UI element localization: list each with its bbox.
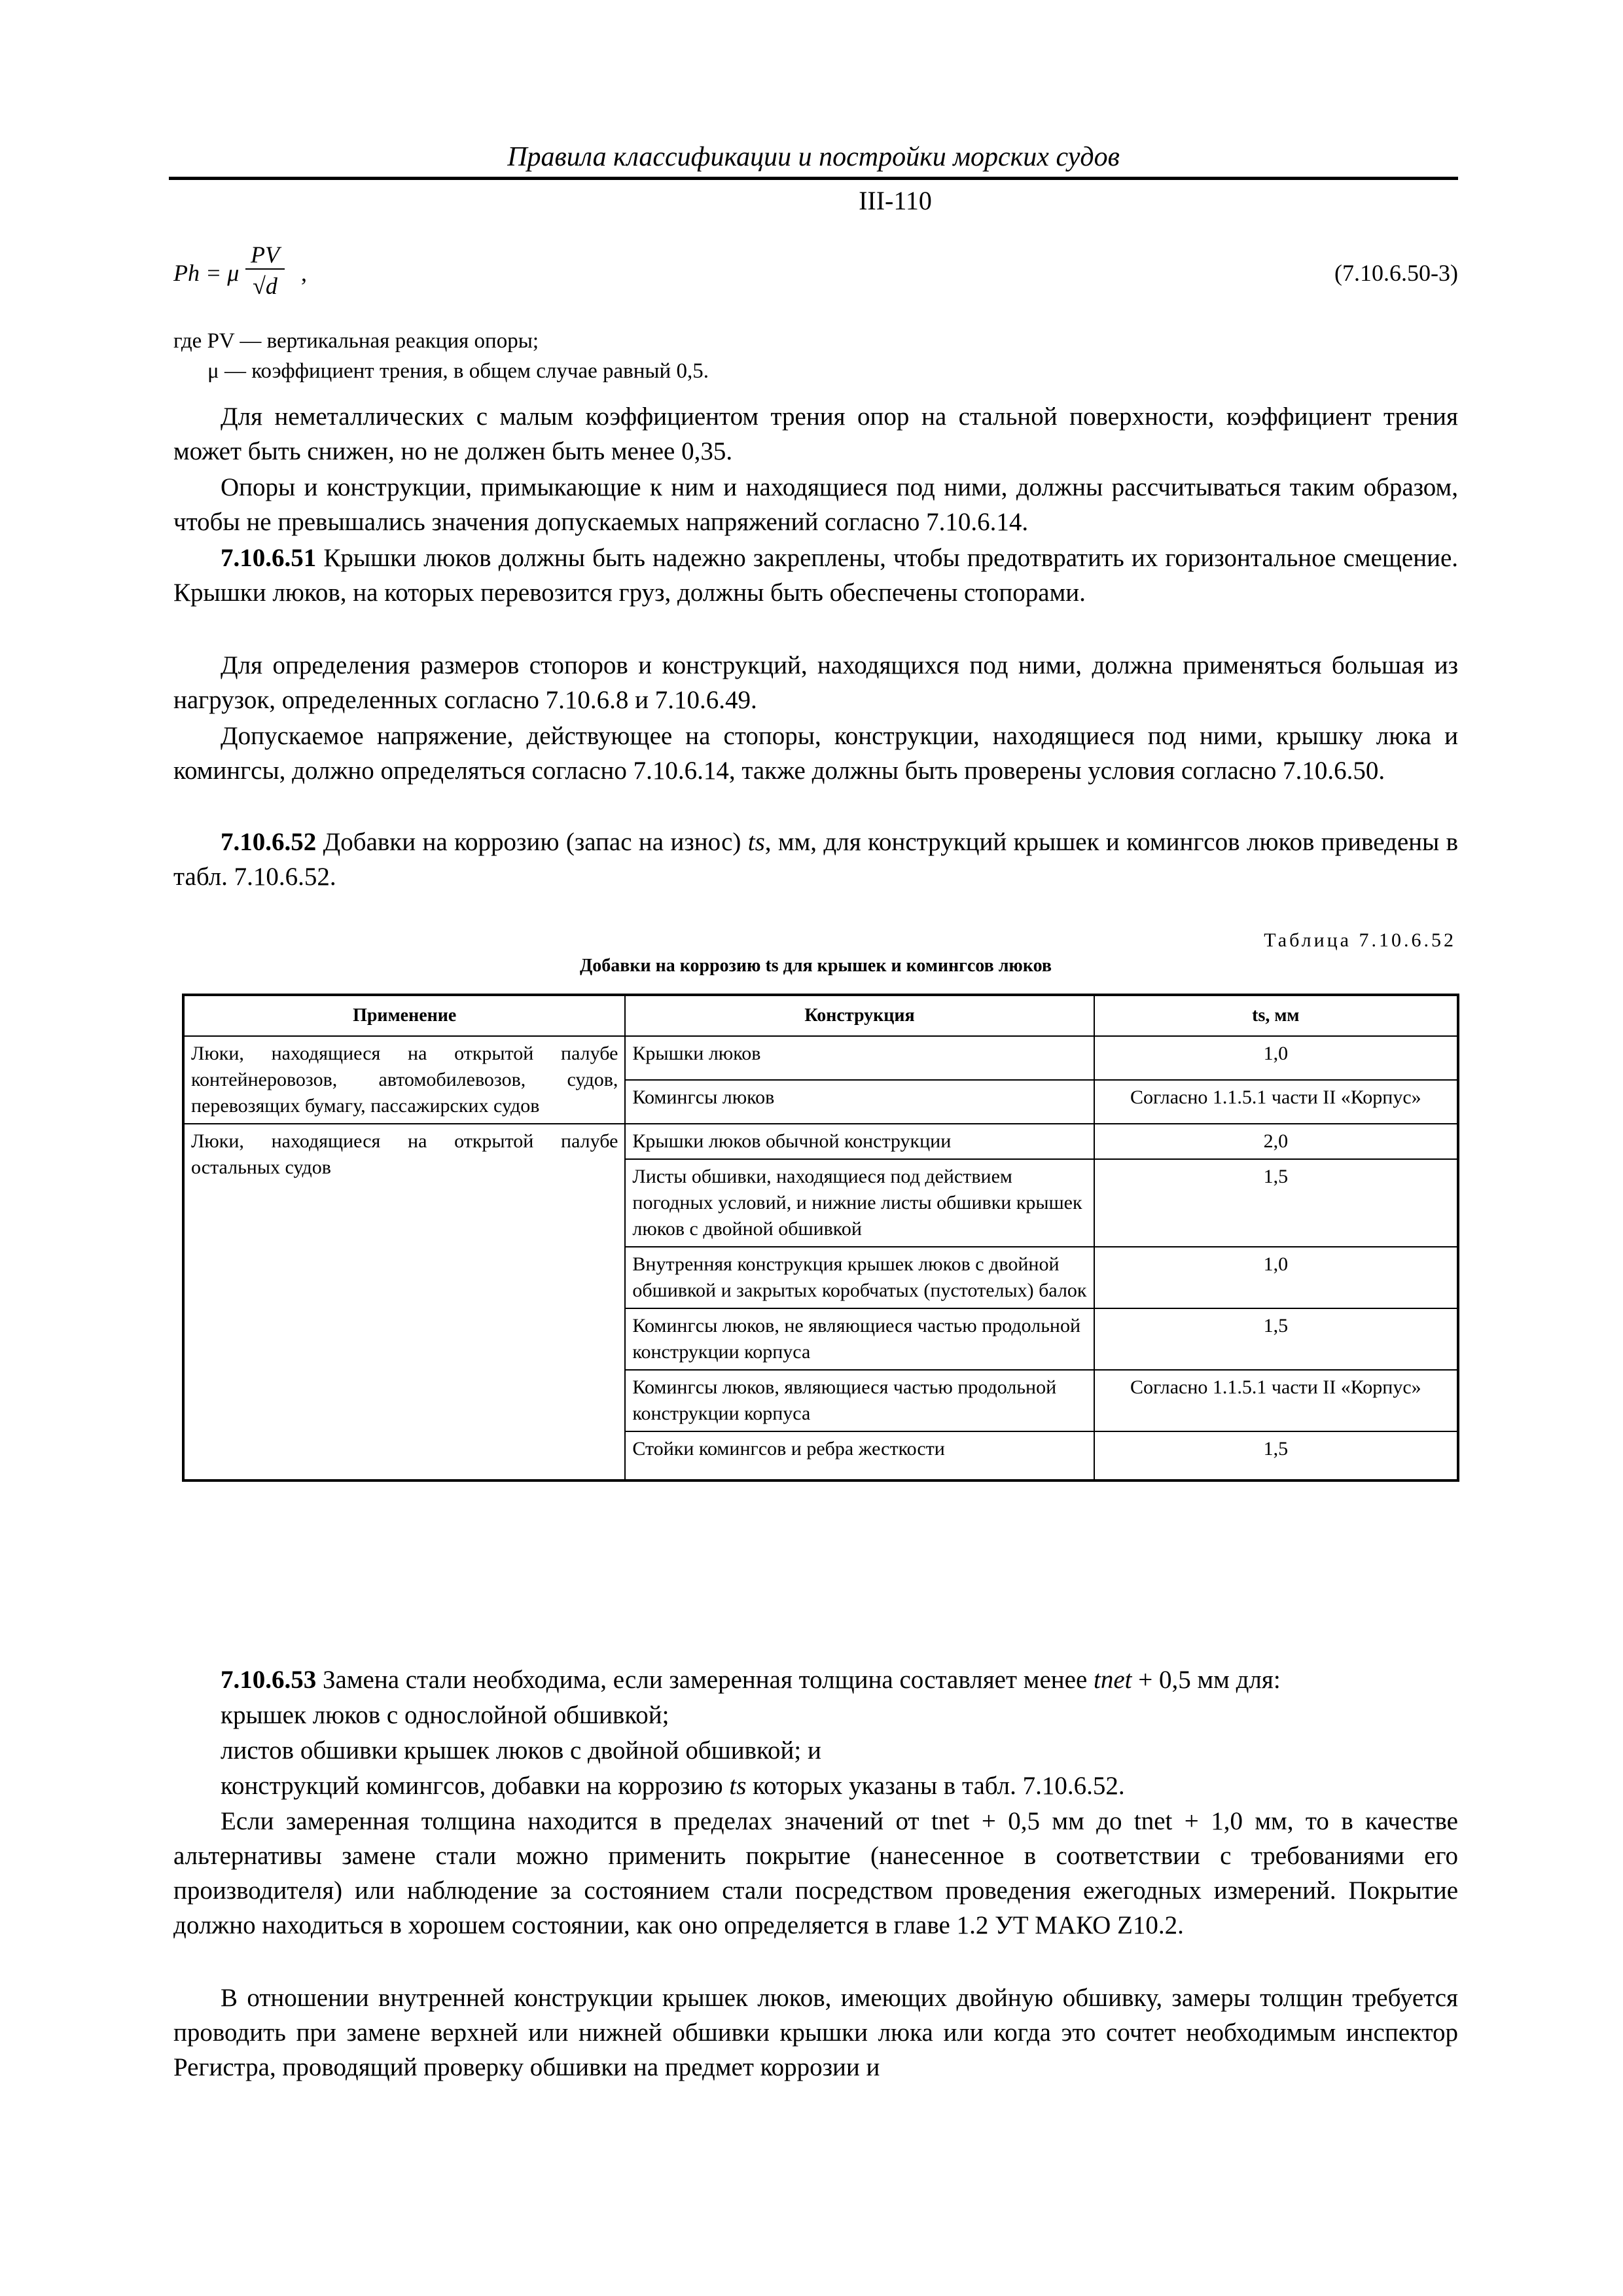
formula-legend [173,326,709,386]
construction-cell: Листы обшивки, находящиеся под действием погодных условий, и нижние листы обшивки крышек люков с двойной обшивкой [625,1159,1094,1247]
paragraph-coating-alternative: Если замеренная толщина находится в пределах значений от tnet + 0,5 мм до tnet + 1,0 мм, то в качестве альтернативы замене стали можно применить покрытие (нанесенное в соответствии с требованиями его производителя) или наблюдение за состоянием стали посредством проведения ежегодных измерений. Покрытие должно находиться в хорошем состоянии, как оно определяется в главе 1.2 УТ МАКО Z10.2. [173,1807,1458,1939]
table-label: Таблица 7.10.6.52 [1264,929,1456,951]
clause-text-a: Замена стали необходима, если замеренная толщина составляет менее [323,1666,1094,1694]
formula-comma: , [301,260,307,286]
application-cell: Люки, находящиеся на открытой палубе контейнеровозов, автомобилевозов, судов, перевозящих бумагу, пассажирских судов [183,1036,625,1124]
construction-cell: Комингсы люков [625,1080,1094,1124]
application-cell: Люки, находящиеся на открытой палубе остальных судов [183,1124,625,1480]
header-construction: Конструкция [625,995,1094,1036]
value-cell: 1,0 [1094,1247,1458,1308]
formula-fraction [245,241,285,300]
formula-numerator: PV [245,241,285,270]
construction-cell: Крышки люков [625,1036,1094,1080]
header-ts: ts, мм [1094,995,1458,1036]
table-row [183,1036,1458,1080]
value-cell: 1,5 [1094,1431,1458,1480]
value-cell: Согласно 1.1.5.1 части II «Корпус» [1094,1080,1458,1124]
list-item-text-a: конструкций комингсов, добавки на коррозию [221,1772,730,1800]
clause-text-b: + 0,5 мм для: [1132,1666,1281,1694]
paragraph-supports: Опоры и конструкции, примыкающие к ним и находящиеся под ними, должны рассчитываться таким образом, чтобы не превышались значения допускаемых напряжений согласно 7.10.6.14. [173,473,1458,536]
paragraph-7-10-6-52 [173,825,1458,894]
construction-cell: Крышки люков обычной конструкции [625,1124,1094,1159]
construction-cell: Комингсы люков, являющиеся частью продольной конструкции корпуса [625,1370,1094,1431]
clause-text-b: , мм, для конструкций крышек и комингсов люков приведены в табл. 7.10.6.52. [173,828,1459,891]
table-header-row [183,995,1458,1036]
corrosion-allowance-table [182,994,1459,1482]
construction-cell: Внутренняя конструкция крышек люков с двойной обшивкой и закрытых коробчатых (пустотелых) балок [625,1247,1094,1308]
clause-number: 7.10.6.51 [221,544,317,572]
variable-ts: ts [729,1772,747,1800]
value-cell: 1,0 [1094,1036,1458,1080]
paragraph-7-10-6-51 [173,541,1458,610]
table-row [183,1124,1458,1159]
formula-denominator: √d [253,273,277,299]
page-number: III-110 [859,186,932,215]
list-item-text-b: которых указаны в табл. 7.10.6.52. [746,1772,1125,1800]
table-title: Добавки на коррозию ts для крышек и комингсов люков [579,956,1052,976]
formula [173,241,1458,319]
clause-text-a: Добавки на коррозию (запас на износ) [323,828,748,856]
clause-number: 7.10.6.53 [221,1666,317,1694]
paragraph-stoppers: Для определения размеров стопоров и конструкций, находящихся под ними, должна применяться большая из нагрузок, определенных согласно 7.10.6.8 и 7.10.6.49. [173,651,1458,714]
value-cell: 2,0 [1094,1124,1458,1159]
variable-tnet: tnet [1094,1666,1132,1694]
value-cell: Согласно 1.1.5.1 части II «Корпус» [1094,1370,1458,1431]
construction-cell: Стойки комингсов и ребра жесткости [625,1431,1094,1480]
construction-cell: Комингсы люков, не являющиеся частью продольной конструкции корпуса [625,1308,1094,1370]
list-item: крышек люков с однослойной обшивкой; [221,1701,669,1729]
page-header: Правила классификации и постройки морских судов [169,139,1458,180]
paragraph-friction: Для неметаллических с малым коэффициентом трения опор на стальной поверхности, коэффициент трения может быть снижен, но не должен быть менее 0,35. [173,403,1458,465]
paragraph-allowable-stress: Допускаемое напряжение, действующее на стопоры, конструкции, находящиеся под ними, крышку люка и комингсы, должно определяться согласно 7.10.6.14, также должны быть проверены условия согласно 7.10.6.50. [173,722,1458,785]
header-application: Применение [183,995,625,1036]
clause-number: 7.10.6.52 [221,828,317,856]
clause-text: Крышки люков должны быть надежно закреплены, чтобы предотвратить их горизонтальное смещение. Крышки люков, на которых перевозится груз, должны быть обеспечены стопорами. [173,544,1459,607]
variable-ts: ts [747,828,765,856]
list-item [221,1768,1125,1803]
value-cell: 1,5 [1094,1308,1458,1370]
value-cell: 1,5 [1094,1159,1458,1247]
paragraph-7-10-6-53 [173,1662,1458,1697]
formula-lhs: Ph = μ [173,260,240,286]
equation-number: (7.10.6.50-3) [1334,260,1458,286]
paragraph-internal-structure: В отношении внутренней конструкции крышек люков, имеющих двойную обшивку, замеры толщин требуется проводить при замене верхней или нижней обшивки крышки люка или когда это сочтет необходимым инспектор Регистра, проводящий проверку обшивки на предмет коррозии и [173,1984,1458,2081]
legend-line-pv: где PV — вертикальная реакция опоры; [173,329,539,353]
legend-line-mu: μ — коэффициент трения, в общем случае равный 0,5. [207,359,709,383]
list-item: листов обшивки крышек люков с двойной обшивкой; и [221,1736,821,1765]
